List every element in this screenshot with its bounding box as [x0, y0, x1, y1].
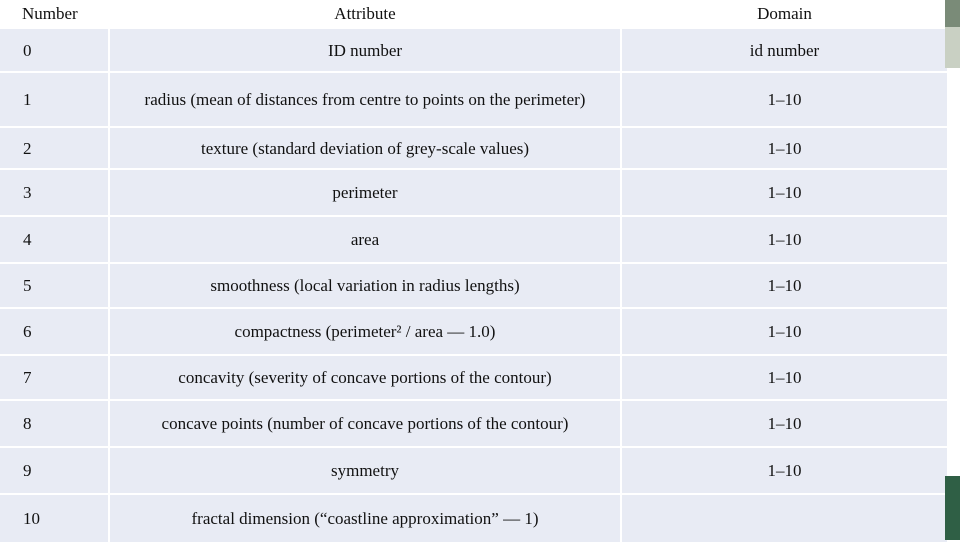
cell-number: 6 [0, 309, 108, 354]
cell-number: 7 [0, 356, 108, 399]
cell-domain: 1–10 [622, 309, 947, 354]
cell-attribute: concave points (number of concave portions of the contour) [110, 401, 620, 446]
cell-attribute: ID number [110, 29, 620, 71]
cell-domain: 1–10 [622, 170, 947, 215]
cell-attribute: smoothness (local variation in radius lengths) [110, 264, 620, 307]
cell-number: 9 [0, 448, 108, 493]
cell-attribute: texture (standard deviation of grey-scale values) [110, 128, 620, 168]
cell-number: 5 [0, 264, 108, 307]
cell-number: 4 [0, 217, 108, 262]
cell-number: 10 [0, 495, 108, 542]
header-domain: Domain [622, 0, 947, 27]
header-number: Number [0, 0, 108, 27]
side-accent-bar-bottom [945, 476, 960, 540]
cell-domain: 1–10 [622, 448, 947, 493]
cell-attribute: area [110, 217, 620, 262]
cell-domain: 1–10 [622, 264, 947, 307]
cell-domain: 1–10 [622, 128, 947, 168]
cell-attribute: symmetry [110, 448, 620, 493]
cell-domain [622, 495, 947, 542]
cell-attribute: concavity (severity of concave portions of the contour) [110, 356, 620, 399]
cell-number: 1 [0, 73, 108, 126]
cell-number: 8 [0, 401, 108, 446]
cell-domain: 1–10 [622, 356, 947, 399]
cell-attribute: compactness (perimeter² / area — 1.0) [110, 309, 620, 354]
header-attribute: Attribute [110, 0, 620, 27]
cell-number: 2 [0, 128, 108, 168]
cell-number: 0 [0, 29, 108, 71]
cell-attribute: radius (mean of distances from centre to points on the perimeter) [144, 89, 586, 109]
cell-domain: 1–10 [622, 73, 947, 126]
cell-number: 3 [0, 170, 108, 215]
cell-attribute-wrapper [110, 73, 620, 126]
cell-attribute: fractal dimension (“coastline approximation” — 1) [110, 495, 620, 542]
side-accent-bar-light [945, 27, 960, 68]
side-accent-bar-top [945, 0, 960, 27]
cell-domain: 1–10 [622, 217, 947, 262]
cell-domain: id number [622, 29, 947, 71]
cell-attribute: perimeter [110, 170, 620, 215]
cell-domain: 1–10 [622, 401, 947, 446]
